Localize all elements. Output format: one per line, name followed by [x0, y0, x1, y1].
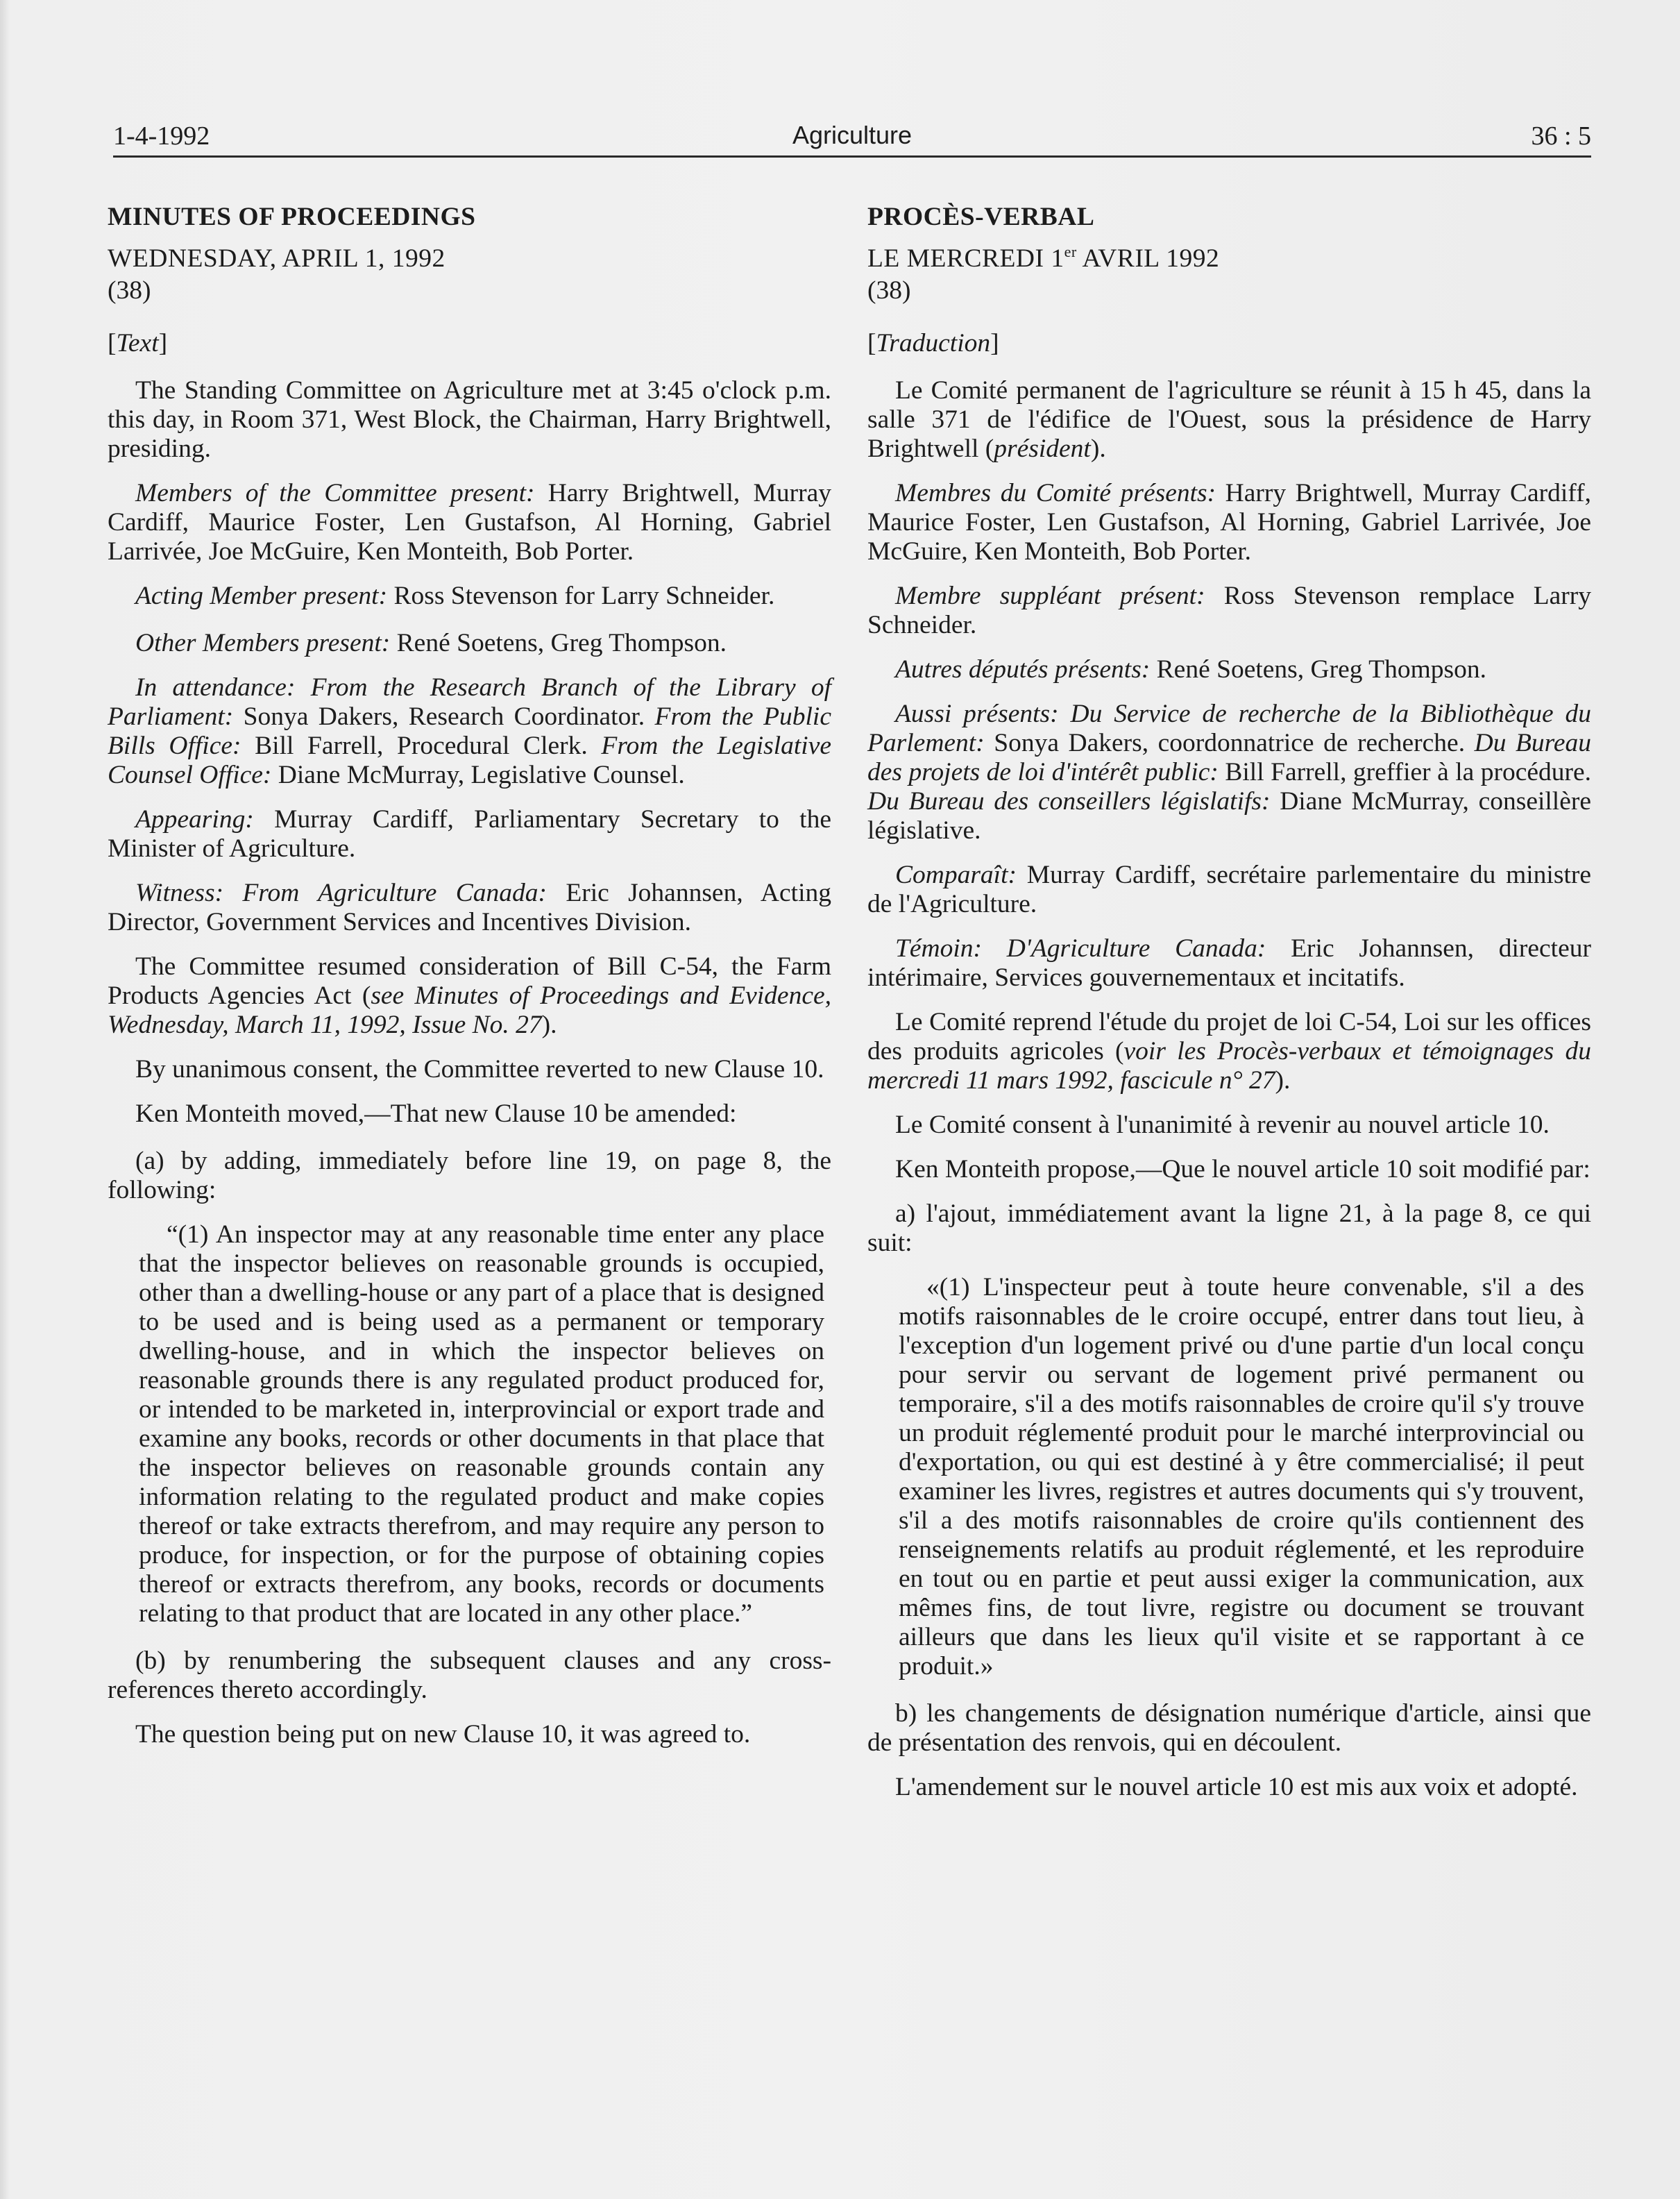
resumed-reference-fr: voir les Procès-verbaux et témoignages du mercredi 11 mars 1992, fascicule n° 27: [867, 1037, 1592, 1095]
appearing-text: Murray Cardiff, Parliamentary Secretary to the Minister of Agriculture.: [108, 805, 831, 863]
header-folio: 36 : 5: [1531, 121, 1591, 151]
text-tag: [Text]: [108, 329, 168, 357]
unanimous-consent: By unanimous consent, the Committee reverted to new Clause 10.: [135, 1055, 824, 1084]
resumed-end: ).: [541, 1011, 557, 1039]
amendment-b-fr: b) les changements de désignation numérique d'article, ainsi que de présentation des renvois, qui en découlent.: [867, 1699, 1591, 1757]
proces-verbal-heading: PROCÈS-VERBAL: [867, 203, 1095, 231]
opening-fr-a: Le Comité permanent de l'agriculture se réunit à 15 h 45, dans la salle 371 de l'édifice de l'Ouest, sous la présidence de Harry Brightwell (: [867, 376, 1591, 463]
amendment-a-fr: a) l'ajout, immédiatement avant la ligne 21, à la page 8, ce qui suit:: [867, 1199, 1591, 1257]
resumed-consideration: [108, 952, 831, 1040]
attendance-label-3: From the Legislative Counsel Office:: [108, 732, 832, 789]
acting-text-fr: Ross Stevenson remplace Larry Schneider.: [867, 582, 1591, 639]
witness-fr: [867, 934, 1591, 993]
appearing-label-fr: Comparaît:: [895, 861, 1017, 889]
opening-fr-b: ).: [1090, 435, 1106, 463]
attendance-label-2: From the Public Bills Office:: [108, 702, 831, 760]
question-result-fr: L'amendement sur le nouvel article 10 est mis aux voix et adopté.: [895, 1773, 1578, 1801]
witness: [108, 879, 831, 937]
attendance-text-3: Diane McMurray, Legislative Counsel.: [271, 761, 685, 789]
acting-member-fr: [867, 582, 1591, 640]
date-fr-sup: er: [1064, 243, 1077, 260]
text-tag-label: Text: [116, 329, 159, 357]
header-date: 1-4-1992: [113, 121, 210, 151]
in-attendance-fr: [867, 700, 1591, 845]
meeting-date: WEDNESDAY, APRIL 1, 1992: [108, 244, 446, 273]
meeting-number: (38): [108, 276, 151, 305]
attendance-label-1: In attendance: From the Research Branch of the Library of Parliament:: [108, 673, 831, 731]
members-list: Harry Brightwell, Murray Cardiff, Maurice Foster, Len Gustafson, Al Horning, Gabriel Larrivée, Joe McGuire, Ken Monteith, Bob Porter.: [108, 479, 831, 566]
attendance-text-2: Bill Farrell, Procedural Clerk.: [241, 732, 602, 760]
amendment-b: (b) by renumbering the subsequent clauses and any cross-references thereto accordingly.: [108, 1646, 831, 1704]
appearing: [108, 805, 831, 863]
acting-member: [108, 582, 831, 611]
other-label: Other Members present:: [135, 629, 391, 657]
other-members-fr: [867, 655, 1591, 684]
translation-tag: [Traduction]: [867, 329, 999, 357]
appearing-fr: [867, 861, 1591, 919]
acting-label-fr: Membre suppléant présent:: [895, 582, 1205, 610]
other-text-fr: René Soetens, Greg Thompson.: [1150, 655, 1486, 684]
amendment-quote-fr: «(1) L'inspecteur peut à toute heure convenable, s'il a des motifs raisonnables de le croire occupé, entrer dans tout lieu, à l'exception d'un logement privé ou d'une partie d'un local conçu pour servir ou servant de logement privé permanent ou temporaire, s'il a des motifs raisonnables de croire qu'il s'y trouve un produit réglementé produit pour le marché interprovincial ou d'exportation, ou qui est destiné à y être commercialisé; il peut examiner les livres, registres et autres documents qui s'y trouvent, s'il a des motifs raisonnables de croire qu'ils contiennent des renseignements relatifs au produit réglementé, et les reproduire en tout ou en partie et peut aussi exiger la communication, aux mêmes fins, de tout livre, registre ou document se trouvant ailleurs que dans les lieux qu'il visite et se rapportant à ce produit.»: [899, 1273, 1584, 1680]
witness-label-fr: Témoin: D'Agriculture Canada:: [895, 934, 1266, 963]
attendance-text-fr-3: Diane McMurray, conseillère législative.: [867, 787, 1591, 845]
attendance-text-1: Sonya Dakers, Research Coordinator.: [233, 702, 655, 731]
resumed-consideration-fr: [867, 1008, 1591, 1095]
members-label: Members of the Committee present:: [135, 479, 535, 507]
date-fr-post: AVRIL 1992: [1076, 244, 1220, 273]
question-result: The question being put on new Clause 10, it was agreed to.: [135, 1720, 751, 1749]
other-text: René Soetens, Greg Thompson.: [390, 629, 727, 657]
resumed-text-fr: Le Comité reprend l'étude du projet de loi C-54, Loi sur les offices des produits agricoles (: [867, 1008, 1591, 1065]
opening-paragraph-fr: [867, 376, 1591, 464]
members-label-fr: Membres du Comité présents:: [895, 479, 1216, 507]
amendment-quote: “(1) An inspector may at any reasonable time enter any place that the inspector believes on reasonable grounds is occupied, other than a dwelling-house or any part of a place that is designed to be used and is being used as a permanent or temporary dwelling-house, and in which the inspector believes on reasonable grounds there is any regulated product produced for, or intended to be marketed in, interprovincial or export trade and examine any books, records or other documents in that place that the inspector believes on reasonable grounds contain any information relating to the regulated product and make copies thereof or take extracts therefrom, and may require any person to produce, for inspection, or for the purpose of obtaining copies thereof or extracts therefrom, any books, records or documents relating to that product that are located in any other place.”: [139, 1220, 824, 1628]
page-header: [113, 117, 1591, 158]
witness-text-fr: Eric Johannsen, directeur intérimaire, Services gouvernementaux et incitatifs.: [867, 934, 1591, 992]
attendance-label-fr-3: Du Bureau des conseillers législatifs:: [867, 787, 1271, 816]
english-column: [108, 203, 831, 1764]
members-list-fr: Harry Brightwell, Murray Cardiff, Maurice Foster, Len Gustafson, Al Horning, Gabriel Larrivée, Joe McGuire, Ken Monteith, Bob Porter.: [867, 479, 1591, 566]
resumed-text: The Committee resumed consideration of Bill C-54, the Farm Products Agencies Act (: [108, 952, 831, 1010]
members-present: [108, 479, 831, 566]
resumed-end-fr: ).: [1275, 1066, 1291, 1095]
attendance-label-fr-2: Du Bureau des projets de loi d'intérêt public:: [867, 729, 1591, 786]
acting-text: Ross Stevenson for Larry Schneider.: [387, 582, 775, 610]
motion-fr: Ken Monteith propose,—Que le nouvel article 10 soit modifié par:: [895, 1155, 1590, 1183]
translation-tag-label: Traduction: [876, 329, 991, 357]
resumed-reference: see Minutes of Proceedings and Evidence, Wednesday, March 11, 1992, Issue No. 27: [108, 981, 831, 1039]
opening-fr-italic: président: [994, 435, 1091, 463]
header-title: Agriculture: [792, 121, 913, 149]
french-column: [867, 203, 1591, 1817]
attendance-text-fr-1: Sonya Dakers, coordonnatrice de recherche.: [984, 729, 1475, 757]
minutes-heading: MINUTES OF PROCEEDINGS: [108, 203, 476, 231]
witness-label: Witness: From Agriculture Canada:: [135, 879, 548, 907]
appearing-text-fr: Murray Cardiff, secrétaire parlementaire du ministre de l'Agriculture.: [867, 861, 1591, 918]
motion: Ken Monteith moved,—That new Clause 10 be amended:: [135, 1100, 737, 1128]
witness-text: Eric Johannsen, Acting Director, Government Services and Incentives Division.: [108, 879, 831, 936]
unanimous-consent-fr: Le Comité consent à l'unanimité à revenir au nouvel article 10.: [895, 1111, 1550, 1139]
meeting-number-fr: (38): [867, 276, 911, 305]
acting-label: Acting Member present:: [135, 582, 388, 610]
attendance-label-fr-1: Aussi présents: Du Service de recherche de la Bibliothèque du Parlement:: [867, 700, 1591, 757]
amendment-a: (a) by adding, immediately before line 19, on page 8, the following:: [108, 1147, 831, 1204]
other-members: [108, 629, 831, 658]
other-label-fr: Autres députés présents:: [895, 655, 1151, 684]
attendance-text-fr-2: Bill Farrell, greffier à la procédure.: [1218, 758, 1591, 786]
opening-paragraph: The Standing Committee on Agriculture met at 3:45 o'clock p.m. this day, in Room 371, West Block, the Chairman, Harry Brightwell, presiding.: [108, 376, 831, 463]
appearing-label: Appearing:: [135, 805, 254, 834]
members-present-fr: [867, 479, 1591, 566]
in-attendance: [108, 673, 831, 790]
meeting-date-fr: [867, 244, 1591, 273]
date-fr-pre: LE MERCREDI 1: [867, 244, 1064, 273]
